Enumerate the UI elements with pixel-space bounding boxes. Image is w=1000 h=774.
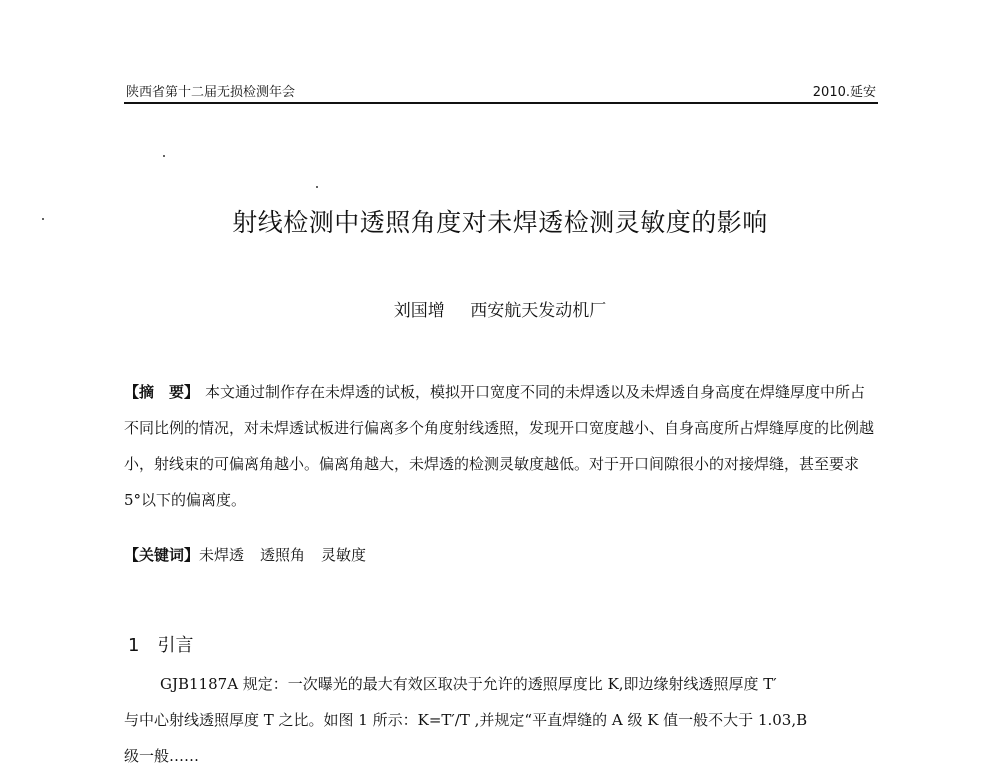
author-line	[0, 296, 1000, 321]
author-name: 刘国增	[393, 301, 445, 321]
section-heading	[128, 631, 193, 657]
body-line: GJB1187A 规定：一次曝光的最大有效区取决于允许的透照厚度比 K,即边缘射线透照厚度 T′	[160, 675, 777, 693]
abstract	[124, 374, 880, 518]
keyword: 灵敏度	[321, 546, 367, 564]
author-affiliation: 西安航天发动机厂	[470, 301, 607, 321]
keyword: 透照角	[260, 546, 306, 564]
paper-title: 射线检测中透照角度对未焊透检测灵敏度的影响	[232, 208, 768, 237]
abstract-text: 本文通过制作存在未焊透的试板，模拟开口宽度不同的未焊透以及未焊透自身高度在焊缝厚度中所占不同比例的情况，对未焊透试板进行偏离多个角度射线透照，发现开口宽度越小、自身高度所占焊缝厚度的比例越小，射线束的可偏离角越小。偏离角越大，未焊透的检测灵敏度越低。对于开口间隙很小的对接焊缝，甚至要求 5°以下的偏离度。	[124, 383, 875, 509]
scan-speck	[163, 155, 165, 157]
scan-speck	[316, 186, 318, 188]
abstract-label: 【摘 要】	[124, 383, 200, 401]
running-header	[124, 78, 878, 104]
conference-name: 陕西省第十二届无损检测年会	[126, 85, 296, 100]
keywords	[124, 544, 880, 565]
conference-year-place: 2010.延安	[812, 85, 876, 100]
section-title: 引言	[157, 635, 194, 656]
body-line: 级一般……	[124, 747, 200, 765]
keyword: 未焊透	[199, 546, 245, 564]
body-paragraph	[124, 666, 880, 774]
keywords-label: 【关键词】	[124, 546, 200, 564]
section-number: 1	[128, 635, 140, 656]
body-line: 与中心射线透照厚度 T 之比。如图 1 所示：K=T′/T ,并规定“平直焊缝的 A 级 K 值一般不大于 1.03,B	[124, 711, 808, 729]
